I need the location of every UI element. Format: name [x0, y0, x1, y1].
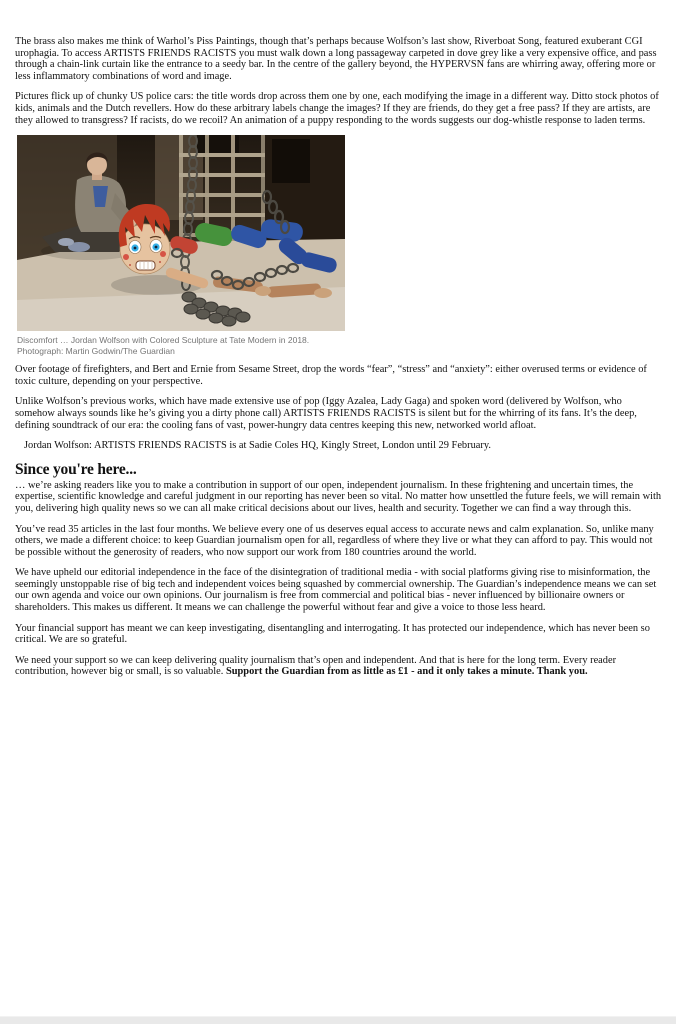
appeal-closing-lead: We need your support so we can keep delivering quality journalism that’s open and independent. And that is here for the long term. Every reader contribution, however big or small, is so valuable.: [15, 654, 617, 678]
photo-illustration-icon: [17, 135, 345, 331]
article-figure: [17, 135, 347, 356]
appeal-paragraph-4: Your financial support has meant we can keep investigating, disentangling and interrogating. It has protected our independence, which has never been so critical. We are so grateful.: [15, 622, 650, 646]
article-paragraph-2: Pictures flick up of chunky US police cars: the title words drop across them one by one, each modifying the image in a different way. Ditto stock photos of kids, animals and the Dutch revellers. How do these arbitrary labels change the images? If they are friends, do they get a free pass? If they are artists, are they allowed to transgress? If racists, do we recoil? An animation of a puppy responding to the words suggests our dog-whistle response to laden terms.: [15, 91, 659, 126]
exhibition-listing: Jordan Wolfson: ARTISTS FRIENDS RACISTS is at Sadie Coles HQ, Kingly Street, London until 29 February.: [24, 440, 491, 452]
appeal-heading: Since you're here...: [15, 460, 137, 478]
appeal-paragraph-1: … we’re asking readers like you to make a contribution in support of our open, independent journalism. In these frightening and uncertain times, the expertise, scientific knowledge and careful judgment in our reporting has never been so vital. No matter how unsettled the future feels, we will remain with you, delivering high quality news so we can all make critical decisions about our lives, health and security. Together we can find a way through this.: [15, 479, 662, 514]
article-content: [15, 0, 662, 687]
article-paragraph-3: Over footage of firefighters, and Bert and Ernie from Sesame Street, drop the words “fear”, “stress” and “anxiety”: either overused terms or evidence of toxic culture, depending on your perspective.: [15, 364, 647, 387]
article-paragraph-4: Unlike Wolfson’s previous works, which have made extensive use of pop (Iggy Azalea, Lady Gaga) and spoken word (delivered by Wolfson, who somehow always sounds like he’s giving you a dirty phone call) ARTISTS FRIENDS RACISTS is silent but for the whirring of its fans. It’s the deep, defining soundtrack of our era: the cooling fans of vast, power-hungry data centres keeping this new, networked world afloat.: [15, 396, 637, 431]
footer-bar: [0, 1016, 676, 1024]
appeal-closing-paragraph: [15, 655, 662, 678]
photo-caption: Discomfort … Jordan Wolfson with Colored Sculpture at Tate Modern in 2018. Photograph: Martin Godwin/The Guardian: [17, 335, 310, 356]
article-paragraph-1: The brass also makes me think of Warhol’s Piss Paintings, though that’s perhaps because Wolfson’s last show, Riverboat Song, featured exuberant CGI urophagia. To access ARTISTS FRIENDS RACISTS you must walk down a long passageway carpeted in dove grey like a very expensive office, and pass through a chain-link curtain like the entrance to a seedy bar. In the centre of the gallery beyond, the HYPERVSN fans are whirring away, offering more or less inflammatory combinations of word and image.: [15, 36, 657, 82]
article-photo: [17, 135, 345, 331]
appeal-paragraph-3: We have upheld our editorial independence in the face of the disintegration of traditional media - with social platforms giving rise to misinformation, the seemingly unstoppable rise of big tech and independent voices being squashed by commercial ownership. The Guardian’s independence means we can set our own agenda and voice our own opinions. Our journalism is free from commercial and political bias - never influenced by billionaire owners or shareholders. This makes us different. It means we can challenge the powerful without fear and give a voice to those less heard.: [15, 567, 657, 614]
appeal-support-callout: Support the Guardian from as little as £1 - and it only takes a minute. Thank you.: [225, 666, 588, 678]
appeal-paragraph-2: You’ve read 35 articles in the last four months. We believe every one of us deserves equal access to accurate news and calm explanation. So, unlike many others, we made a different choice: to keep Guardian journalism open for all, regardless of where they live or what they can afford to pay. This would not be possible without the generosity of readers, who now support our work from 180 countries around the world.: [15, 523, 654, 558]
